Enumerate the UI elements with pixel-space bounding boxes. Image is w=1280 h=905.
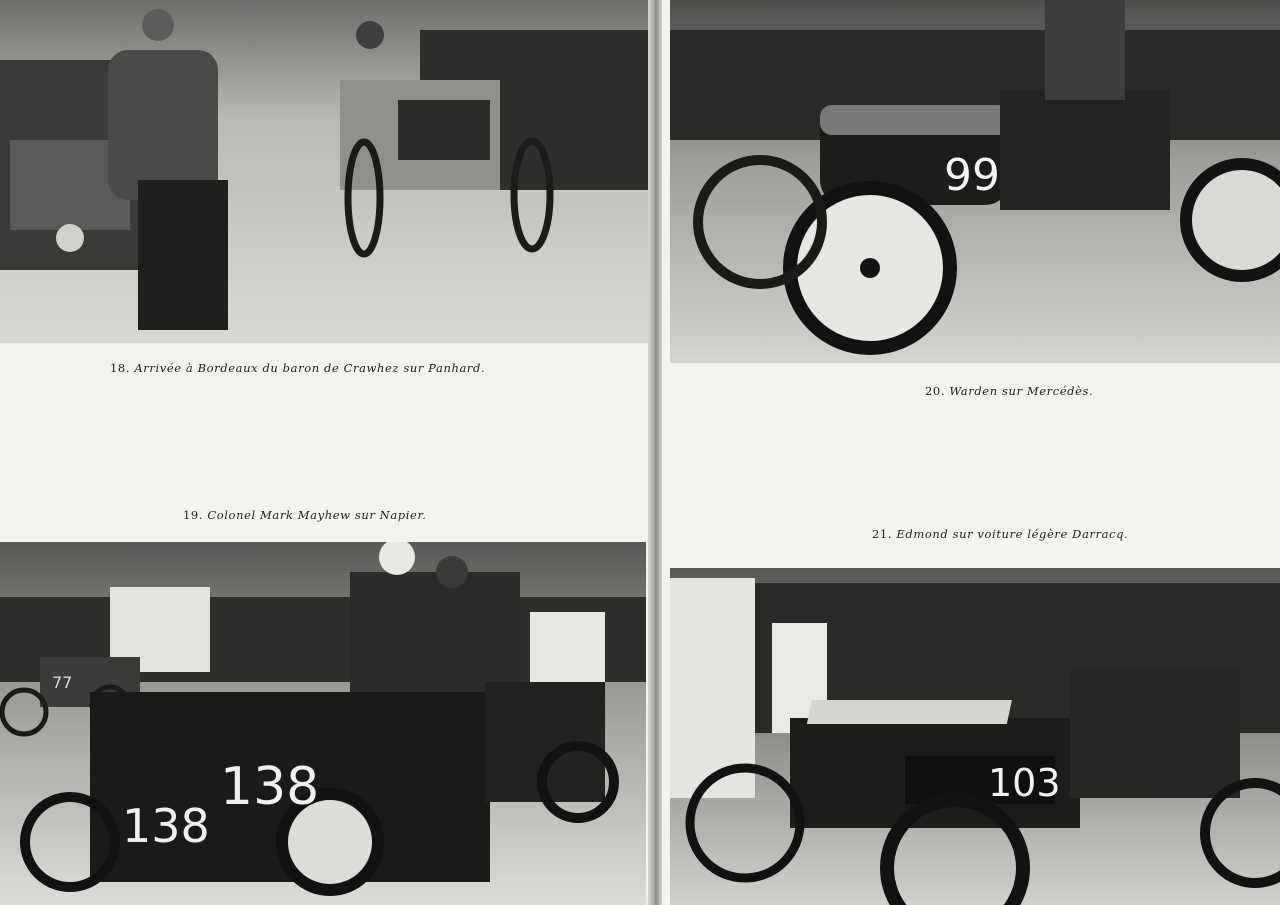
photo-21-edmond-darracq <box>670 568 1280 905</box>
caption-18 <box>110 361 485 375</box>
photo-19-mayhew-napier <box>0 542 646 905</box>
caption-number: 21. <box>872 527 893 541</box>
car-number-99: 99 <box>944 150 1000 201</box>
caption-text: Arrivée à Bordeaux du baron de Crawhez sur Panhard. <box>134 361 486 375</box>
car-number-138-front: 138 <box>122 799 210 853</box>
book-gutter <box>648 0 662 905</box>
car-number-103: 103 <box>988 761 1061 805</box>
caption-21 <box>872 527 1128 541</box>
caption-19 <box>183 508 427 522</box>
caption-text: Edmond sur voiture légère Darracq. <box>896 527 1129 541</box>
caption-text: Warden sur Mercédès. <box>949 384 1094 398</box>
photo-20-warden-mercedes <box>670 0 1280 363</box>
caption-number: 19. <box>183 508 204 522</box>
caption-text: Colonel Mark Mayhew sur Napier. <box>207 508 427 522</box>
car-number-77: 77 <box>52 673 73 692</box>
car-number-138-side: 138 <box>220 757 320 817</box>
photo-18-panhard-arrival <box>0 0 648 343</box>
caption-20 <box>925 384 1093 398</box>
caption-number: 18. <box>110 361 131 375</box>
caption-number: 20. <box>925 384 946 398</box>
